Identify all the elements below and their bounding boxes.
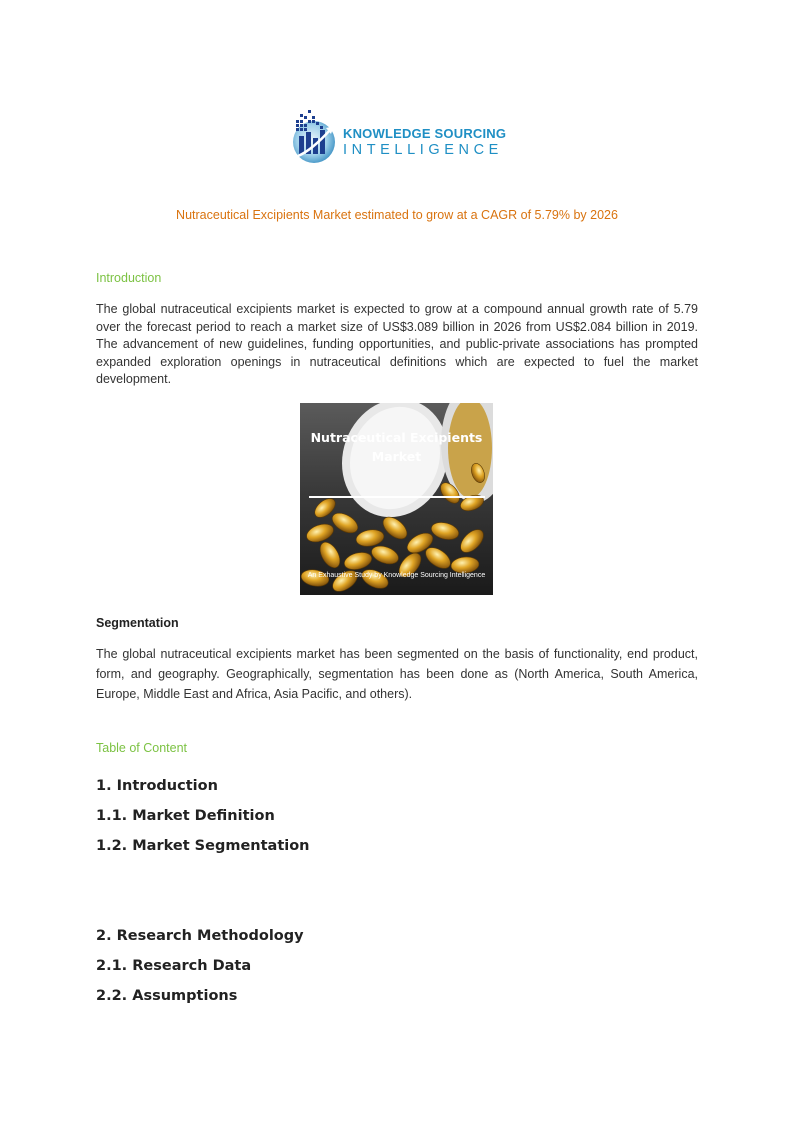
building-chart-globe-icon (290, 106, 342, 166)
toc-heading: Table of Content (96, 741, 188, 755)
cover-footer: An Exhaustive Study by Knowledge Sourcing Intelligence (307, 572, 486, 579)
introduction-paragraph: The global nutraceutical excipients market is expected to grow at a compound annual growth rate of 5.79 over the forecast period to reach a market size of US$3.089 billion in 2026 from US$2.084 billion in 2019. The advancement of new guidelines, funding opportunities, and public-private associations has prompted expanded exploration openings in nutraceutical definitions which are expected to fuel the market development. (96, 302, 698, 386)
logo-text-line1: KNOWLEDGE SOURCING (343, 126, 507, 141)
logo-text-line2: INTELLIGENCE (343, 142, 503, 158)
document-title: Nutraceutical Excipients Market estimated to grow at a CAGR of 5.79% by 2026 (176, 208, 618, 222)
toc-item: 2.2. Assumptions (96, 988, 238, 1004)
introduction-heading: Introduction (96, 271, 162, 285)
toc-item: 2.1. Research Data (96, 958, 252, 974)
segmentation-paragraph: The global nutraceutical excipients market has been segmented on the basis of functionality, end product, form, and geography. Geographically, segmentation has been done as (North America, South America, Europe, Middle East and Africa, Asia Pacific, and others). (96, 647, 698, 701)
cover-divider (309, 496, 485, 498)
toc-item: 1.1. Market Definition (96, 808, 275, 824)
toc-item: 1. Introduction (96, 778, 218, 794)
segmentation-heading: Segmentation (96, 616, 179, 630)
toc-item: 2. Research Methodology (96, 928, 304, 944)
toc-item: 1.2. Market Segmentation (96, 838, 310, 854)
cover-title: Nutraceutical Excipients Market (310, 430, 483, 464)
